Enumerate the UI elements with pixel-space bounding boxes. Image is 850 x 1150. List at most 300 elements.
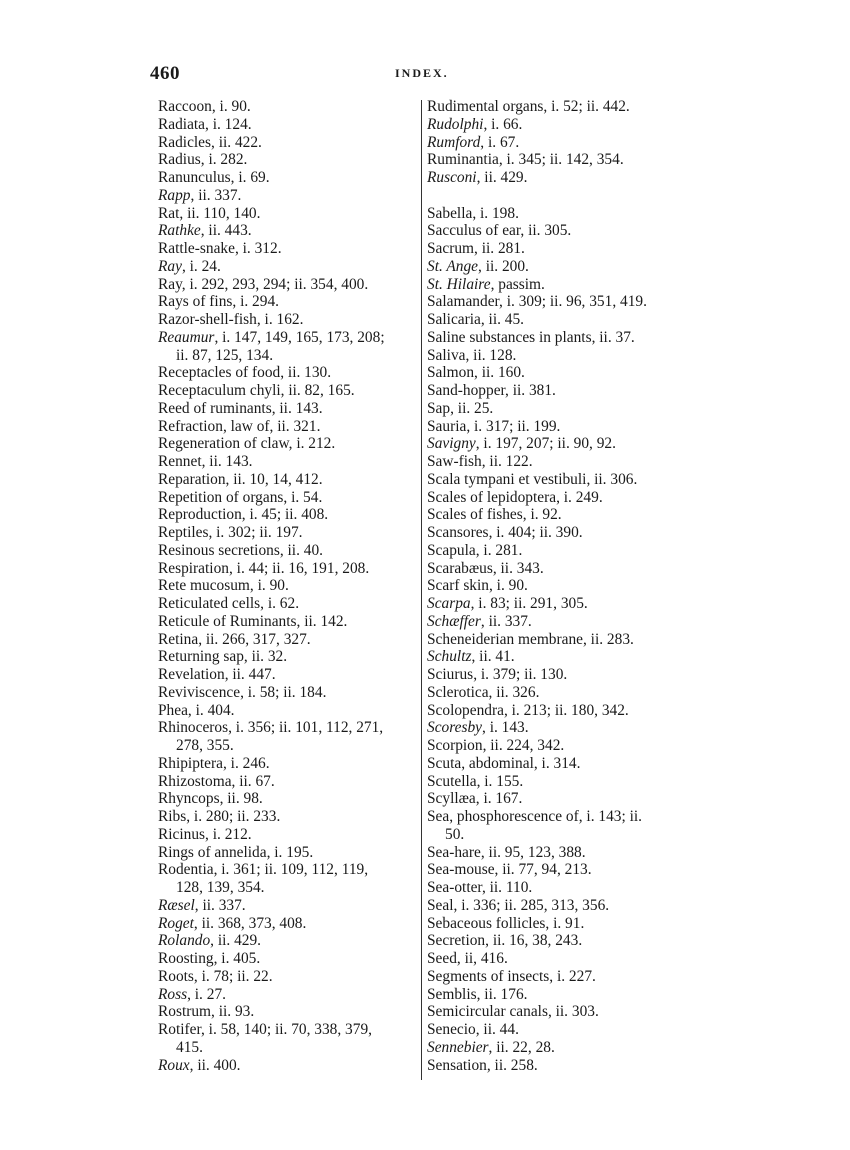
index-entry-term: Scales of lepidoptera <box>427 488 557 506</box>
index-entry-pages: , ii. 447. <box>224 666 276 683</box>
index-entry-pages: , i. 24. <box>181 257 221 275</box>
index-entry-pages: , i. 69. <box>230 169 270 186</box>
index-entry <box>158 666 418 684</box>
index-entry-term: Reviviscence <box>158 683 241 701</box>
index-entry-term: Roget <box>158 914 194 932</box>
index-entry-pages: , ii. 176. <box>476 985 528 1003</box>
index-entry <box>158 329 418 347</box>
index-entry-term: Rhipiptera <box>158 754 223 772</box>
index-entry <box>427 773 717 791</box>
index-entry-term: Reed of ruminants <box>158 399 272 417</box>
index-entry-pages: , ii. 77, 94, 213. <box>494 861 592 879</box>
index-entry <box>158 169 418 187</box>
index-entry-pages: , ii. 200. <box>478 257 529 275</box>
index-entry <box>427 364 717 382</box>
index-entry <box>158 737 418 755</box>
index-entry <box>427 702 717 720</box>
index-entry-pages: , i. 58, 140; ii. 70, 338, 379, <box>200 1021 372 1038</box>
index-entry-term: Reparation <box>158 470 226 488</box>
index-entry <box>158 1003 418 1021</box>
index-entry-term: Respiration <box>158 559 229 577</box>
index-entry-pages: , i. 292, 293, 294; ii. 354, 400. <box>181 275 369 293</box>
column-divider <box>421 100 422 1080</box>
index-entry <box>427 631 717 649</box>
index-entry-pages: , i. 54. <box>283 488 323 506</box>
index-entry-term: Rete mucosum <box>158 577 250 595</box>
index-entry <box>427 826 717 844</box>
index-entry-pages: , ii. 40. <box>279 541 324 559</box>
index-entry-pages: , i. 249. <box>556 488 603 506</box>
index-entry-term: Roots <box>158 967 194 985</box>
index-entry-pages: , passim. <box>490 275 545 293</box>
index-entry <box>427 347 717 365</box>
index-entry-term: St. Ange <box>427 257 479 275</box>
index-entry-pages: , ii. 258. <box>486 1056 538 1074</box>
index-entry-term: Scheneiderian membrane <box>427 630 583 648</box>
index-entry-pages: , ii. 67. <box>231 772 275 790</box>
index-entry-pages: , i. 281. <box>475 541 523 559</box>
index-entry-pages: , i. 92. <box>522 506 562 524</box>
page-header <box>150 63 710 87</box>
index-entry-term: Ricinus <box>158 825 206 843</box>
index-entry-term: Scyllæa <box>427 790 476 808</box>
index-entry <box>158 879 418 897</box>
index-entry-pages: , ii. 429. <box>476 169 528 186</box>
index-entry-pages: , ii. 283. <box>582 630 634 648</box>
index-entry-term: Scala tympani et vestibuli <box>427 470 587 488</box>
index-entry-pages: , ii. 41. <box>471 648 515 666</box>
index-entry-term: Rhyncops <box>158 790 220 808</box>
index-entry <box>427 950 717 968</box>
running-head: INDEX. <box>395 66 449 80</box>
index-entry-term: Sebaceous follicles <box>427 914 546 932</box>
index-entry <box>427 382 717 400</box>
index-entry <box>158 986 418 1004</box>
index-entry-pages: , ii. 337. <box>190 186 242 204</box>
index-entry-pages: , ii. 16, 38, 243. <box>485 932 583 950</box>
index-entry-term: Scoresby <box>427 719 482 737</box>
index-entry <box>427 1039 717 1057</box>
index-entry-term: Rattle-snake <box>158 240 235 257</box>
index-entry-pages: 50. <box>445 825 465 843</box>
index-entry <box>158 116 418 134</box>
index-entry-term: Semblis <box>427 985 477 1003</box>
index-entry-term: Scarpa <box>427 595 471 612</box>
index-entry <box>158 684 418 702</box>
index-entry <box>427 666 717 684</box>
index-entry <box>427 134 717 152</box>
index-entry <box>158 542 418 560</box>
index-entry-pages: , i. 91. <box>545 914 585 932</box>
index-entry <box>158 595 418 613</box>
index-entry-term: St. Hilaire <box>427 275 491 293</box>
index-entry <box>158 524 418 542</box>
index-entry <box>427 542 717 560</box>
index-entry <box>427 116 717 134</box>
index-entry-pages: , ii. 98. <box>219 790 263 808</box>
index-entry <box>158 897 418 915</box>
index-entry <box>158 915 418 933</box>
index-entry-pages: , i. 197, 207; ii. 90, 92. <box>475 435 616 453</box>
index-entry-term: Scolopendra <box>427 701 504 719</box>
index-entry-term: Rudolphi <box>427 115 484 133</box>
index-entry-pages: , i. 27. <box>187 985 226 1003</box>
index-entry <box>427 897 717 915</box>
index-entry-term: Saline substances in plants <box>427 328 592 346</box>
index-entry <box>427 524 717 542</box>
index-entry-pages: , ii. 337. <box>480 612 532 630</box>
index-entry-term: Semicircular canals <box>427 1003 548 1021</box>
index-entry-term: Regeneration of claw <box>158 435 289 453</box>
index-entry <box>158 950 418 968</box>
index-entry-term: Roosting <box>158 950 214 967</box>
index-entry <box>158 471 418 489</box>
index-entry-term: Ross <box>158 985 188 1003</box>
index-entry-term: Rat <box>158 204 180 222</box>
index-entry-pages: , ii. 429. <box>210 932 262 950</box>
index-entry-pages: , i. 317; ii. 199. <box>466 417 561 435</box>
index-entry <box>427 613 717 631</box>
index-entry-term: Reproduction <box>158 506 242 524</box>
index-entry <box>158 968 418 986</box>
index-entry <box>427 98 717 116</box>
index-entry-pages: , ii. 224, 342. <box>482 737 565 754</box>
index-entry-pages: , ii. 266, 317, 327. <box>198 630 311 648</box>
index-entry-term: Roux <box>158 1056 190 1074</box>
index-entry-pages: , i. 280; ii. 233. <box>186 808 281 825</box>
index-entry-pages: , ii. 143. <box>271 399 323 417</box>
index-entry-pages: , i. 404; ii. 390. <box>488 524 583 541</box>
index-entry-pages: , i. 345; ii. 142, 354. <box>498 151 624 169</box>
index-entry-pages: , i. 213; ii. 180, 342. <box>503 701 629 719</box>
index-entry-pages: , i. 45; ii. 408. <box>241 506 329 524</box>
index-entry <box>427 1057 717 1075</box>
index-entry <box>427 1021 717 1039</box>
index-entry <box>427 240 717 258</box>
index-entry-pages: , ii. 82, 165. <box>280 382 355 399</box>
index-entry-pages: , i. 83; ii. 291, 305. <box>470 595 588 612</box>
page-number: 460 <box>150 63 180 84</box>
index-entry <box>158 631 418 649</box>
index-entry <box>427 684 717 702</box>
index-entry <box>427 222 717 240</box>
index-entry-term: Rusconi <box>427 169 477 186</box>
index-entry-term: Scansores <box>427 524 489 541</box>
index-entry-term: Resinous secretions <box>158 541 280 559</box>
index-entry-term: Sacrum <box>427 240 475 257</box>
index-entry-pages: , ii. 400. <box>189 1056 241 1074</box>
index-entry-pages: , ii, 416. <box>456 950 508 967</box>
index-entry-term: Raccoon <box>158 98 212 115</box>
index-entry <box>427 471 717 489</box>
index-entry-term: Radicles <box>158 133 211 151</box>
index-entry-term: Receptaculum chyli <box>158 382 281 399</box>
index-entry-term: Ruminantia <box>427 151 499 169</box>
index-entry <box>158 222 418 240</box>
index-entry-pages: , ii. 381. <box>505 382 556 399</box>
index-entry-term: Salmon <box>427 364 475 382</box>
index-entry-term: Rings of annelida <box>158 843 267 861</box>
index-entry-pages: , i. 162. <box>256 311 304 328</box>
index-entry-term: Radius <box>158 151 201 169</box>
index-entry-pages: , ii. 37. <box>591 328 635 346</box>
index-entry-pages: , ii. 326. <box>488 683 540 701</box>
index-entry-term: Scales of fishes <box>427 506 523 524</box>
index-entry-pages: , ii. 303. <box>547 1003 599 1021</box>
index-entry-term: Seal <box>427 896 454 914</box>
index-entry <box>158 240 418 258</box>
index-entry <box>427 915 717 933</box>
index-entry-term: Ray <box>158 257 182 275</box>
index-entry-term: Senecio <box>427 1021 476 1038</box>
index-entry-term: Scorpion <box>427 737 483 754</box>
index-entry-pages: , i. 336; ii. 285, 313, 356. <box>453 896 610 914</box>
index-entry <box>427 489 717 507</box>
index-entry-pages: , i. 404. <box>187 701 235 719</box>
index-entry-pages: ii. 87, 125, 134. <box>176 346 274 364</box>
index-entry-term: Scutella <box>427 772 477 790</box>
index-entry-pages: , ii. 142. <box>296 612 348 630</box>
index-entry <box>158 577 418 595</box>
index-entry-pages: , i. 143. <box>482 719 529 737</box>
index-entry-pages: , i. 294. <box>232 293 279 311</box>
index-entry-term: Radiata <box>158 115 206 133</box>
index-entry <box>158 1057 418 1075</box>
index-entry-pages: , i. 67. <box>480 133 520 151</box>
index-entry-term: Reticulated cells <box>158 595 261 612</box>
index-entry-term: Reptiles <box>158 524 209 541</box>
index-entry-pages: , i. 167. <box>475 790 523 808</box>
index-entry-pages: , ii. 93. <box>211 1003 255 1021</box>
index-entry-pages: , ii. 306. <box>586 470 638 488</box>
index-entry <box>427 453 717 471</box>
index-entry-term: Scuta, abdominal <box>427 754 534 772</box>
index-entry-pages: , ii. 45. <box>480 311 525 328</box>
index-entry-pages: , i. 62. <box>260 595 300 612</box>
index-entry <box>158 205 418 223</box>
index-entry-term: Sacculus of ear <box>427 222 521 240</box>
index-entry <box>427 648 717 666</box>
index-entry <box>427 844 717 862</box>
index-entry-pages: , i. 90. <box>211 98 251 115</box>
index-entry <box>158 844 418 862</box>
index-entry-pages: , ii. 343. <box>492 559 544 577</box>
index-entry-term: Rhinoceros <box>158 719 229 737</box>
index-entry <box>158 613 418 631</box>
index-entry <box>427 276 717 294</box>
index-entry <box>158 258 418 276</box>
index-entry <box>158 773 418 791</box>
index-entry-term: Sclerotica <box>427 683 489 701</box>
index-entry-term: Repetition of organs <box>158 488 284 506</box>
index-entry-term: Reticule of Ruminants <box>158 612 297 630</box>
index-entry <box>158 435 418 453</box>
index-entry <box>427 258 717 276</box>
index-entry-term: Razor-shell-fish <box>158 311 257 328</box>
index-entry-term: Segments of insects <box>427 967 550 985</box>
index-entry <box>158 489 418 507</box>
index-entry-term: Sea-hare <box>427 843 481 861</box>
index-entry-term: Retina <box>158 630 199 648</box>
index-entry-pages: , i. 312. <box>234 240 282 257</box>
index-entry-pages: , i. 143; ii. <box>578 808 642 825</box>
index-entry-term: Saliva <box>427 346 466 364</box>
index-entry-term: Sciurus <box>427 666 474 683</box>
index-entry <box>427 205 717 223</box>
index-entry-term: Sabella <box>427 204 473 222</box>
index-entry-pages: , i. 212. <box>288 435 336 453</box>
index-entry-term: Rostrum <box>158 1003 212 1021</box>
index-entry <box>427 329 717 347</box>
index-entry <box>427 986 717 1004</box>
index-entry <box>158 702 418 720</box>
index-column-left <box>158 98 418 1074</box>
index-entry <box>158 755 418 773</box>
index-entry <box>427 1003 717 1021</box>
index-entry <box>427 861 717 879</box>
index-entry-term: Sand-hopper <box>427 382 506 399</box>
index-entry <box>158 808 418 826</box>
index-entry-pages: , ii. 110, 140. <box>179 204 261 222</box>
index-entry-term: Revelation <box>158 666 225 683</box>
index-entry-term: Rays of fins <box>158 293 233 311</box>
index-entry-term: Sennebier <box>427 1038 489 1056</box>
index-entry <box>427 169 717 187</box>
index-entry <box>427 311 717 329</box>
index-entry-term: Sea-mouse <box>427 861 495 879</box>
index-entry-term: Seed <box>427 950 457 967</box>
index-entry-term: Schultz <box>427 648 472 666</box>
index-entry-pages: , ii. 95, 123, 388. <box>480 843 586 861</box>
index-entry-pages: , ii. 160. <box>474 364 525 382</box>
index-entry-pages: , ii. 368, 373, 408. <box>193 914 307 932</box>
index-entry-pages: , i. 195. <box>266 843 314 861</box>
index-entry-term: Reaumur <box>158 328 215 346</box>
index-entry-pages: , i. 147, 149, 165, 173, 208; <box>214 328 385 346</box>
index-entry <box>158 418 418 436</box>
index-entry-pages: , ii. 10, 14, 412. <box>225 470 323 488</box>
index-entry-pages: , ii. 130. <box>280 364 332 382</box>
index-entry-pages: , i. 78; ii. 22. <box>193 967 273 985</box>
index-entry-term: Scarabæus <box>427 559 493 577</box>
index-entry-pages: , ii. 143. <box>201 453 253 470</box>
index-entry-term: Schæffer <box>427 612 481 630</box>
index-entry <box>427 293 717 311</box>
index-entry <box>158 311 418 329</box>
index-entry <box>158 560 418 578</box>
index-entry <box>427 755 717 773</box>
index-entry-term: Rhizostoma <box>158 772 232 790</box>
index-entry <box>158 364 418 382</box>
index-entry-pages: , i. 314. <box>533 754 581 772</box>
index-entry-term: Rotifer <box>158 1021 201 1038</box>
index-entry <box>158 861 418 879</box>
index-entry-pages: , i. 356; ii. 101, 112, 271, <box>228 719 384 737</box>
index-entry-pages: , i. 405. <box>213 950 261 967</box>
index-entry-pages: , ii. 44. <box>475 1021 519 1038</box>
index-entry-pages: , i. 302; ii. 197. <box>208 524 303 541</box>
index-entry-term: Sauria <box>427 417 467 435</box>
index-entry-term: Sea, phosphorescence of <box>427 808 579 825</box>
index-entry-term: Ribs <box>158 808 187 825</box>
index-entry-pages: , ii. 305. <box>520 222 572 240</box>
index-entry-pages: , i. 44; ii. 16, 191, 208. <box>228 559 370 577</box>
index-entry <box>158 293 418 311</box>
index-entry-pages: , ii. 443. <box>200 222 252 240</box>
index-entry <box>158 826 418 844</box>
index-entry <box>158 98 418 116</box>
index-entry-term: Sensation <box>427 1056 487 1074</box>
index-entry <box>158 1021 418 1039</box>
index-entry <box>158 382 418 400</box>
index-entry-term: Rapp <box>158 186 191 204</box>
index-entry-term: Salicaria <box>427 311 481 328</box>
index-entry <box>158 347 418 365</box>
index-entry-term: Rennet <box>158 453 202 470</box>
index-entry <box>427 932 717 950</box>
index-entry-pages: , ii. 32. <box>243 648 288 666</box>
index-entry-pages: , i. 66. <box>483 115 523 133</box>
index-entry-term: Receptacles of food <box>158 364 281 382</box>
index-column-right <box>427 98 717 1074</box>
index-entry-pages: , i. 155. <box>476 772 524 790</box>
index-entry <box>158 453 418 471</box>
index-entry-pages: , i. 90. <box>488 577 528 595</box>
index-entry-term: Savigny <box>427 435 476 453</box>
index-entry <box>427 577 717 595</box>
index-entry-pages: , ii. 337. <box>194 896 246 914</box>
index-entry <box>158 932 418 950</box>
index-entry-term: Rathke <box>158 222 201 240</box>
index-entry <box>427 719 717 737</box>
index-entry <box>427 968 717 986</box>
index-entry-pages: , i. 212. <box>205 825 252 843</box>
index-entry-pages: , ii. 281. <box>474 240 525 257</box>
index-entry-pages: , ii. 128. <box>465 346 517 364</box>
index-entry-term: Ray <box>158 275 182 293</box>
index-entry-term: Secretion <box>427 932 486 950</box>
index-entry-term: Rolando <box>158 932 211 950</box>
index-entry-pages: , i. 361; ii. 109, 112, 119, <box>213 861 369 879</box>
index-entry <box>427 737 717 755</box>
index-entry <box>158 1039 418 1057</box>
index-entry <box>427 506 717 524</box>
index-entry <box>158 276 418 294</box>
index-entry-term: Ræsel <box>158 896 195 914</box>
index-entry <box>158 790 418 808</box>
index-entry <box>427 879 717 897</box>
index-entry <box>158 506 418 524</box>
index-entry-term: Sea-otter <box>427 879 482 896</box>
index-entry-term: Saw-fish <box>427 453 482 470</box>
index-entry-pages: , i. 90. <box>249 577 289 595</box>
index-entry-term: Scapula <box>427 541 476 559</box>
index-entry <box>427 151 717 169</box>
index-entry-pages: , i. 124. <box>205 115 252 133</box>
index-entry-term: Rudimental organs <box>427 98 544 115</box>
index-entry <box>427 560 717 578</box>
index-entry <box>427 400 717 418</box>
index-entry <box>427 790 717 808</box>
index-entry <box>158 400 418 418</box>
index-entry-term: Returning sap <box>158 648 244 666</box>
index-entry <box>427 808 717 826</box>
index-entry-pages: , i. 58; ii. 184. <box>240 683 327 701</box>
index-entry <box>158 151 418 169</box>
index-entry-pages: , i. 282. <box>200 151 248 169</box>
index-entry-pages: , ii. 110. <box>481 879 533 896</box>
index-entry-pages: 278, 355. <box>176 737 234 754</box>
